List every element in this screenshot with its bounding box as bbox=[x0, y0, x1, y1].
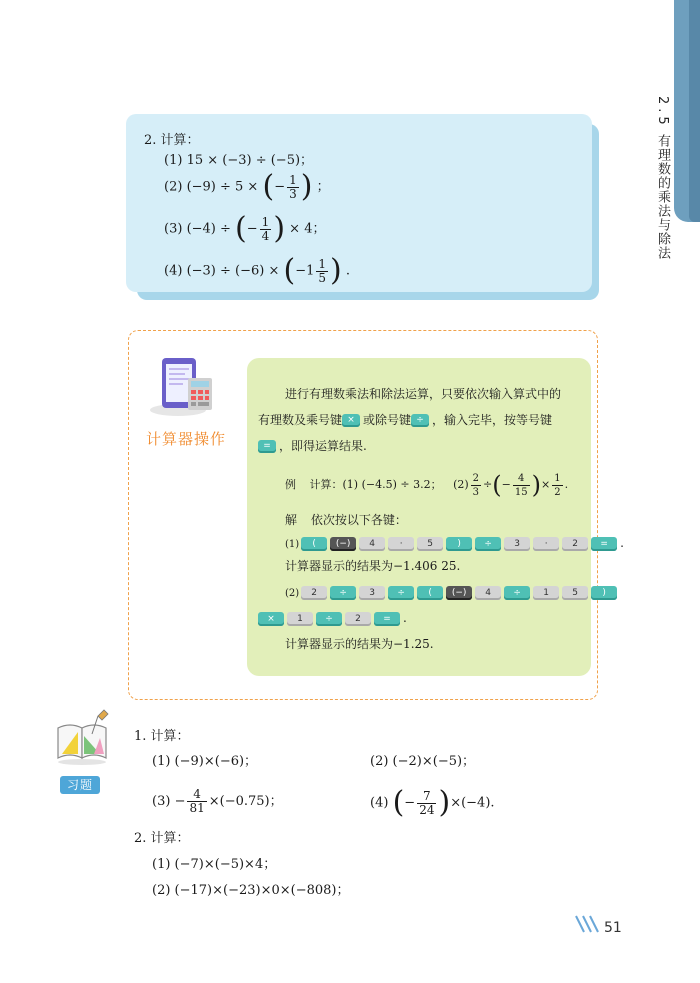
intro-line-1: 进行有理数乘法和除法运算，只要依次输入算式中的 bbox=[285, 387, 562, 401]
calculator-key: 3 bbox=[504, 537, 530, 551]
numerator: 4 bbox=[187, 788, 206, 802]
item-sign: − bbox=[174, 794, 186, 809]
denominator: 24 bbox=[419, 802, 435, 817]
key-row bbox=[258, 611, 403, 625]
calculator-key: 5 bbox=[417, 537, 443, 551]
chapter-tab-shade bbox=[689, 0, 700, 222]
calculator-illustration-icon bbox=[148, 354, 220, 418]
calculator-key: 2 bbox=[301, 586, 327, 600]
calculator-key: = bbox=[374, 612, 400, 626]
chapter-name: 有理数的乘法与除法 bbox=[655, 133, 670, 260]
numerator: 1 bbox=[318, 256, 327, 271]
period: . bbox=[403, 611, 407, 625]
calculator-key: ) bbox=[591, 586, 617, 600]
calculator-key: 1 bbox=[287, 612, 313, 626]
fraction bbox=[260, 216, 272, 243]
result-2: 计算器显示的结果为−1.25. bbox=[285, 637, 434, 651]
example-part2-label: (2) bbox=[453, 478, 469, 491]
item-pre: (−4) ÷ bbox=[186, 221, 231, 237]
paren-close: ) bbox=[438, 785, 451, 820]
calculator-key: 5 bbox=[562, 586, 588, 600]
example-text: 计算：(1) (−4.5) ÷ 3.2； bbox=[309, 478, 442, 491]
exercise-item-4 bbox=[164, 253, 351, 288]
numerator: 1 bbox=[554, 472, 561, 484]
denominator: 3 bbox=[472, 486, 480, 498]
solution-label: 解 bbox=[285, 513, 298, 527]
item-label: (3) bbox=[152, 794, 171, 809]
calculator-key: ÷ bbox=[316, 612, 342, 626]
question-2-heading: 2. 计算： bbox=[134, 831, 190, 846]
item-post: × 4； bbox=[289, 221, 326, 237]
denominator: 3 bbox=[289, 186, 297, 201]
calculator-key: ÷ bbox=[330, 586, 356, 600]
calculator-key: 2 bbox=[345, 612, 371, 626]
denominator: 4 bbox=[261, 228, 270, 243]
calculator-key: ÷ bbox=[475, 537, 501, 551]
intro-text-d: ，即得运算结果. bbox=[279, 439, 367, 453]
item-text: 15 × (−3) ÷ (−5)； bbox=[186, 153, 314, 168]
solution-line bbox=[285, 512, 407, 528]
paren-open: ( bbox=[492, 471, 502, 499]
calculator-key: ÷ bbox=[388, 586, 414, 600]
calculator-key: 4 bbox=[475, 586, 501, 600]
question-1-heading: 1. 计算： bbox=[134, 729, 190, 744]
page-decoration-icon bbox=[574, 914, 604, 934]
item-label: (1) bbox=[164, 153, 183, 168]
item-pre: (−3) ÷ (−6) × bbox=[186, 263, 280, 279]
calculator-key: (−) bbox=[330, 537, 356, 551]
paren-close: ) bbox=[273, 211, 286, 246]
calculator-key: (−) bbox=[446, 586, 472, 600]
item-label: (4) bbox=[164, 263, 183, 279]
example-line bbox=[285, 470, 568, 500]
item-label: (4) bbox=[370, 795, 389, 811]
period: . bbox=[620, 536, 624, 550]
chapter-number: 2.5 bbox=[655, 96, 670, 129]
operator: ÷ bbox=[483, 478, 493, 491]
item-sign: −1 bbox=[295, 263, 315, 279]
exercise-item-3 bbox=[164, 211, 326, 246]
page-number: 51 bbox=[604, 920, 622, 936]
question-2-2: (2) (−17)×(−23)×0×(−808)； bbox=[152, 883, 350, 898]
result-1: 计算器显示的结果为−1.406 25. bbox=[285, 559, 461, 573]
fraction bbox=[417, 790, 436, 817]
denominator: 2 bbox=[554, 486, 561, 498]
numerator: 1 bbox=[261, 214, 270, 229]
key-sequence-2b bbox=[258, 610, 407, 626]
intro-line-2 bbox=[258, 412, 552, 428]
paren-close: ) bbox=[330, 253, 342, 288]
paren-close: ) bbox=[300, 169, 313, 204]
exercise-heading: 2. 计算： bbox=[144, 133, 200, 148]
calculator-key: · bbox=[388, 537, 414, 551]
calculator-key: 1 bbox=[533, 586, 559, 600]
fraction bbox=[513, 472, 530, 499]
item-post: ×(−0.75)； bbox=[208, 794, 283, 809]
item-post: ×(−4). bbox=[450, 795, 495, 811]
period: . bbox=[564, 478, 569, 491]
item-sign: − bbox=[404, 795, 416, 811]
key-sequence-1 bbox=[285, 535, 624, 553]
calculator-key: ( bbox=[301, 537, 327, 551]
paren-open: ( bbox=[392, 785, 405, 820]
calculator-label: 计算器操作 bbox=[146, 430, 227, 448]
intro-text-a: 有理数及乘号键 bbox=[258, 413, 343, 427]
part-label: (1) bbox=[285, 539, 300, 550]
chapter-title bbox=[648, 96, 672, 260]
item-sign: − bbox=[274, 179, 286, 195]
item-pre: (−9) ÷ 5 × bbox=[186, 179, 259, 195]
equals-key: = bbox=[258, 440, 276, 453]
calculator-key: = bbox=[591, 537, 617, 551]
calculator-key: ) bbox=[446, 537, 472, 551]
calculator-key: 2 bbox=[562, 537, 588, 551]
operator: × bbox=[540, 478, 551, 491]
paren-open: ( bbox=[262, 169, 275, 204]
fraction bbox=[316, 258, 328, 285]
sign: − bbox=[501, 478, 511, 491]
item-label: (3) bbox=[164, 221, 183, 237]
calculator-key: 4 bbox=[359, 537, 385, 551]
example-label: 例 bbox=[285, 478, 296, 491]
calculator-key: · bbox=[533, 537, 559, 551]
part-label: (2) bbox=[285, 588, 300, 599]
exercise-badge: 习题 bbox=[60, 776, 100, 794]
paren-open: ( bbox=[235, 211, 247, 246]
divide-key: ÷ bbox=[411, 414, 429, 427]
intro-text-b: 或除号键 bbox=[363, 413, 412, 427]
calculator-key: ÷ bbox=[504, 586, 530, 600]
denominator: 5 bbox=[318, 270, 327, 285]
key-row bbox=[301, 536, 620, 550]
paren-open: ( bbox=[283, 253, 296, 288]
calculator-key: × bbox=[258, 612, 284, 626]
item-post: ； bbox=[316, 179, 330, 195]
numerator: 7 bbox=[417, 790, 436, 804]
calculator-key: 3 bbox=[359, 586, 385, 600]
item-sign: − bbox=[246, 221, 258, 237]
numerator: 2 bbox=[472, 472, 480, 484]
exercise-book-icon bbox=[54, 708, 112, 768]
item-post: . bbox=[345, 263, 351, 279]
question-1-2: (2) (−2)×(−5)； bbox=[370, 754, 476, 769]
intro-text-c: ，输入完毕，按等号键 bbox=[432, 413, 553, 427]
question-1-3 bbox=[152, 788, 283, 815]
intro-line-3 bbox=[258, 438, 367, 454]
fraction bbox=[187, 788, 206, 815]
paren-close: ) bbox=[531, 471, 541, 499]
question-1-4 bbox=[370, 785, 495, 820]
fraction bbox=[471, 472, 481, 499]
exercise-item-2 bbox=[164, 169, 330, 204]
question-1-1: (1) (−9)×(−6)； bbox=[152, 754, 258, 769]
fraction bbox=[552, 472, 562, 499]
item-label: (2) bbox=[164, 179, 183, 195]
multiply-key: × bbox=[342, 414, 360, 427]
denominator: 15 bbox=[514, 486, 528, 498]
question-2-1: (1) (−7)×(−5)×4； bbox=[152, 857, 277, 872]
numerator: 1 bbox=[289, 172, 297, 187]
numerator: 4 bbox=[513, 472, 530, 486]
key-row bbox=[301, 585, 620, 599]
solution-text: 依次按以下各键： bbox=[310, 513, 407, 527]
fraction bbox=[287, 174, 299, 201]
exercise-item-1 bbox=[164, 152, 313, 170]
denominator: 81 bbox=[189, 801, 205, 815]
calculator-key: ( bbox=[417, 586, 443, 600]
key-sequence-2 bbox=[285, 584, 620, 602]
